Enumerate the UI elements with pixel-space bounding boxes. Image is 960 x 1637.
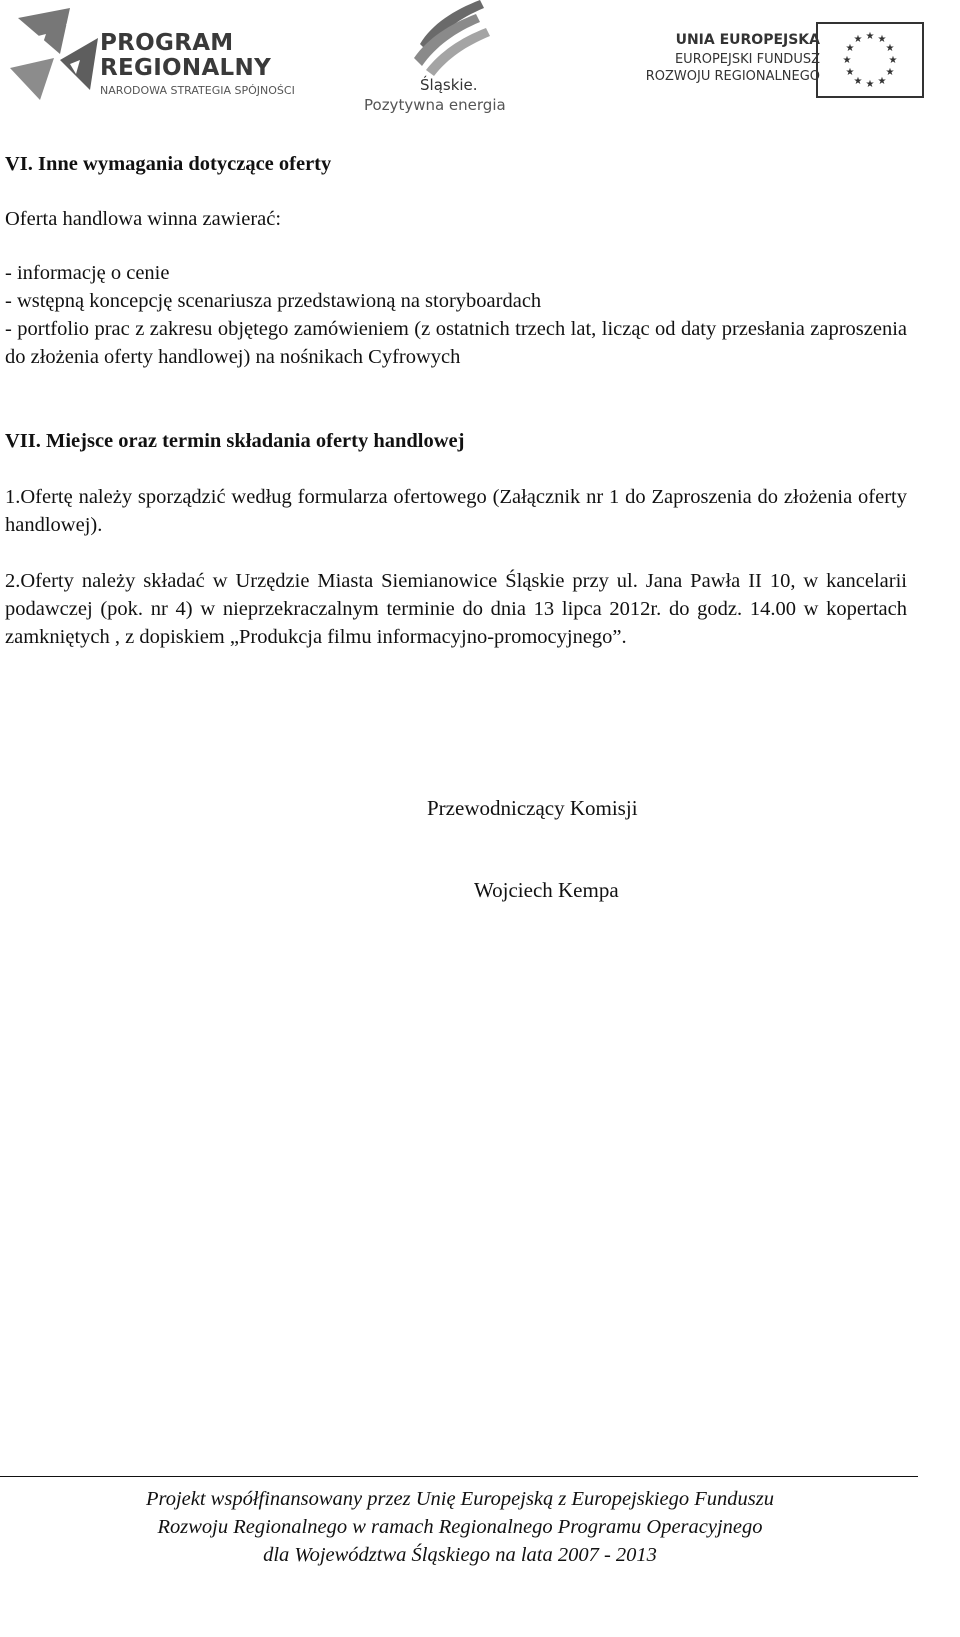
- section-7-point-2: 2.Oferty należy składać w Urzędzie Miasta Siemianowice Śląskie przy ul. Jana Pawła II 10, w kancelarii podawczej (pok. nr 4) w nieprzekraczalnym terminie do dnia 13 lipca 2012r. do godz. 14.00 w kopertach zamkniętych , z dopiskiem „Produkcja filmu informacyjno-promocyjnego”.: [5, 570, 907, 648]
- offer-requirements-list: [5, 259, 907, 371]
- page-footer: [40, 1485, 880, 1569]
- svg-text:★: ★: [865, 31, 875, 42]
- footer-line-1: Projekt współfinansowany przez Unię Europejską z Europejskiego Funduszu: [145, 1488, 775, 1510]
- svg-text:★: ★: [885, 43, 895, 54]
- svg-text:★: ★: [865, 79, 875, 90]
- eu-flag-icon: [816, 22, 924, 98]
- program-logo-line1: PROGRAM: [100, 30, 234, 56]
- footer-line-3: dla Województwa Śląskiego na lata 2007 - 2013: [263, 1544, 657, 1566]
- svg-text:★: ★: [845, 67, 855, 78]
- section-7-point-1: 1.Ofertę należy sporządzić według formularza ofertowego (Załącznik nr 1 do Zaproszenia do złożenia oferty handlowej).: [5, 486, 907, 536]
- eu-fund-logo: [620, 22, 960, 102]
- section-6-intro: Oferta handlowa winna zawierać:: [5, 208, 282, 230]
- list-item: - informację o cenie: [5, 262, 170, 284]
- list-item: - wstępną koncepcję scenariusza przedstawioną na storyboardach: [5, 290, 542, 312]
- eu-logo-line1: UNIA EUROPEJSKA: [675, 32, 820, 48]
- svg-text:★: ★: [842, 55, 852, 66]
- signature-title: Przewodniczący Komisji: [427, 796, 638, 820]
- program-regionalny-mark-icon: [10, 8, 98, 100]
- program-regionalny-logo: [10, 8, 320, 100]
- eu-logo-line3: ROZWOJU REGIONALNEGO: [645, 69, 820, 84]
- footer-line-2: Rozwoju Regionalnego w ramach Regionalnego Programu Operacyjnego: [157, 1516, 763, 1538]
- page-header: [0, 0, 960, 125]
- signature-name: Wojciech Kempa: [474, 878, 619, 902]
- svg-text:★: ★: [877, 76, 887, 87]
- program-logo-line3: NARODOWA STRATEGIA SPÓJNOŚCI: [100, 84, 295, 97]
- svg-text:★: ★: [885, 67, 895, 78]
- footer-divider: [0, 1476, 918, 1477]
- eu-stars-icon: [818, 24, 922, 96]
- svg-text:★: ★: [888, 55, 898, 66]
- section-6-heading: VI. Inne wymagania dotyczące oferty: [5, 153, 332, 175]
- slaskie-logo-name: Śląskie.: [420, 76, 478, 94]
- slaskie-ribbon-icon: [410, 0, 490, 76]
- svg-text:★: ★: [845, 43, 855, 54]
- list-item: - portfolio prac z zakresu objętego zamówieniem (z ostatnich trzech lat, licząc od daty przesłania zaproszenia do złożenia oferty handlowej) na nośnikach Cyfrowych: [5, 318, 907, 368]
- slaskie-logo-tagline: Pozytywna energia: [364, 96, 506, 114]
- section-7-heading: VII. Miejsce oraz termin składania oferty handlowej: [5, 430, 465, 452]
- svg-text:★: ★: [853, 76, 863, 87]
- program-logo-line2: REGIONALNY: [100, 55, 272, 81]
- eu-logo-line2: EUROPEJSKI FUNDUSZ: [674, 52, 820, 67]
- slaskie-logo: [364, 0, 532, 125]
- svg-text:★: ★: [877, 34, 887, 45]
- document-body: [5, 150, 907, 651]
- svg-text:★: ★: [853, 34, 863, 45]
